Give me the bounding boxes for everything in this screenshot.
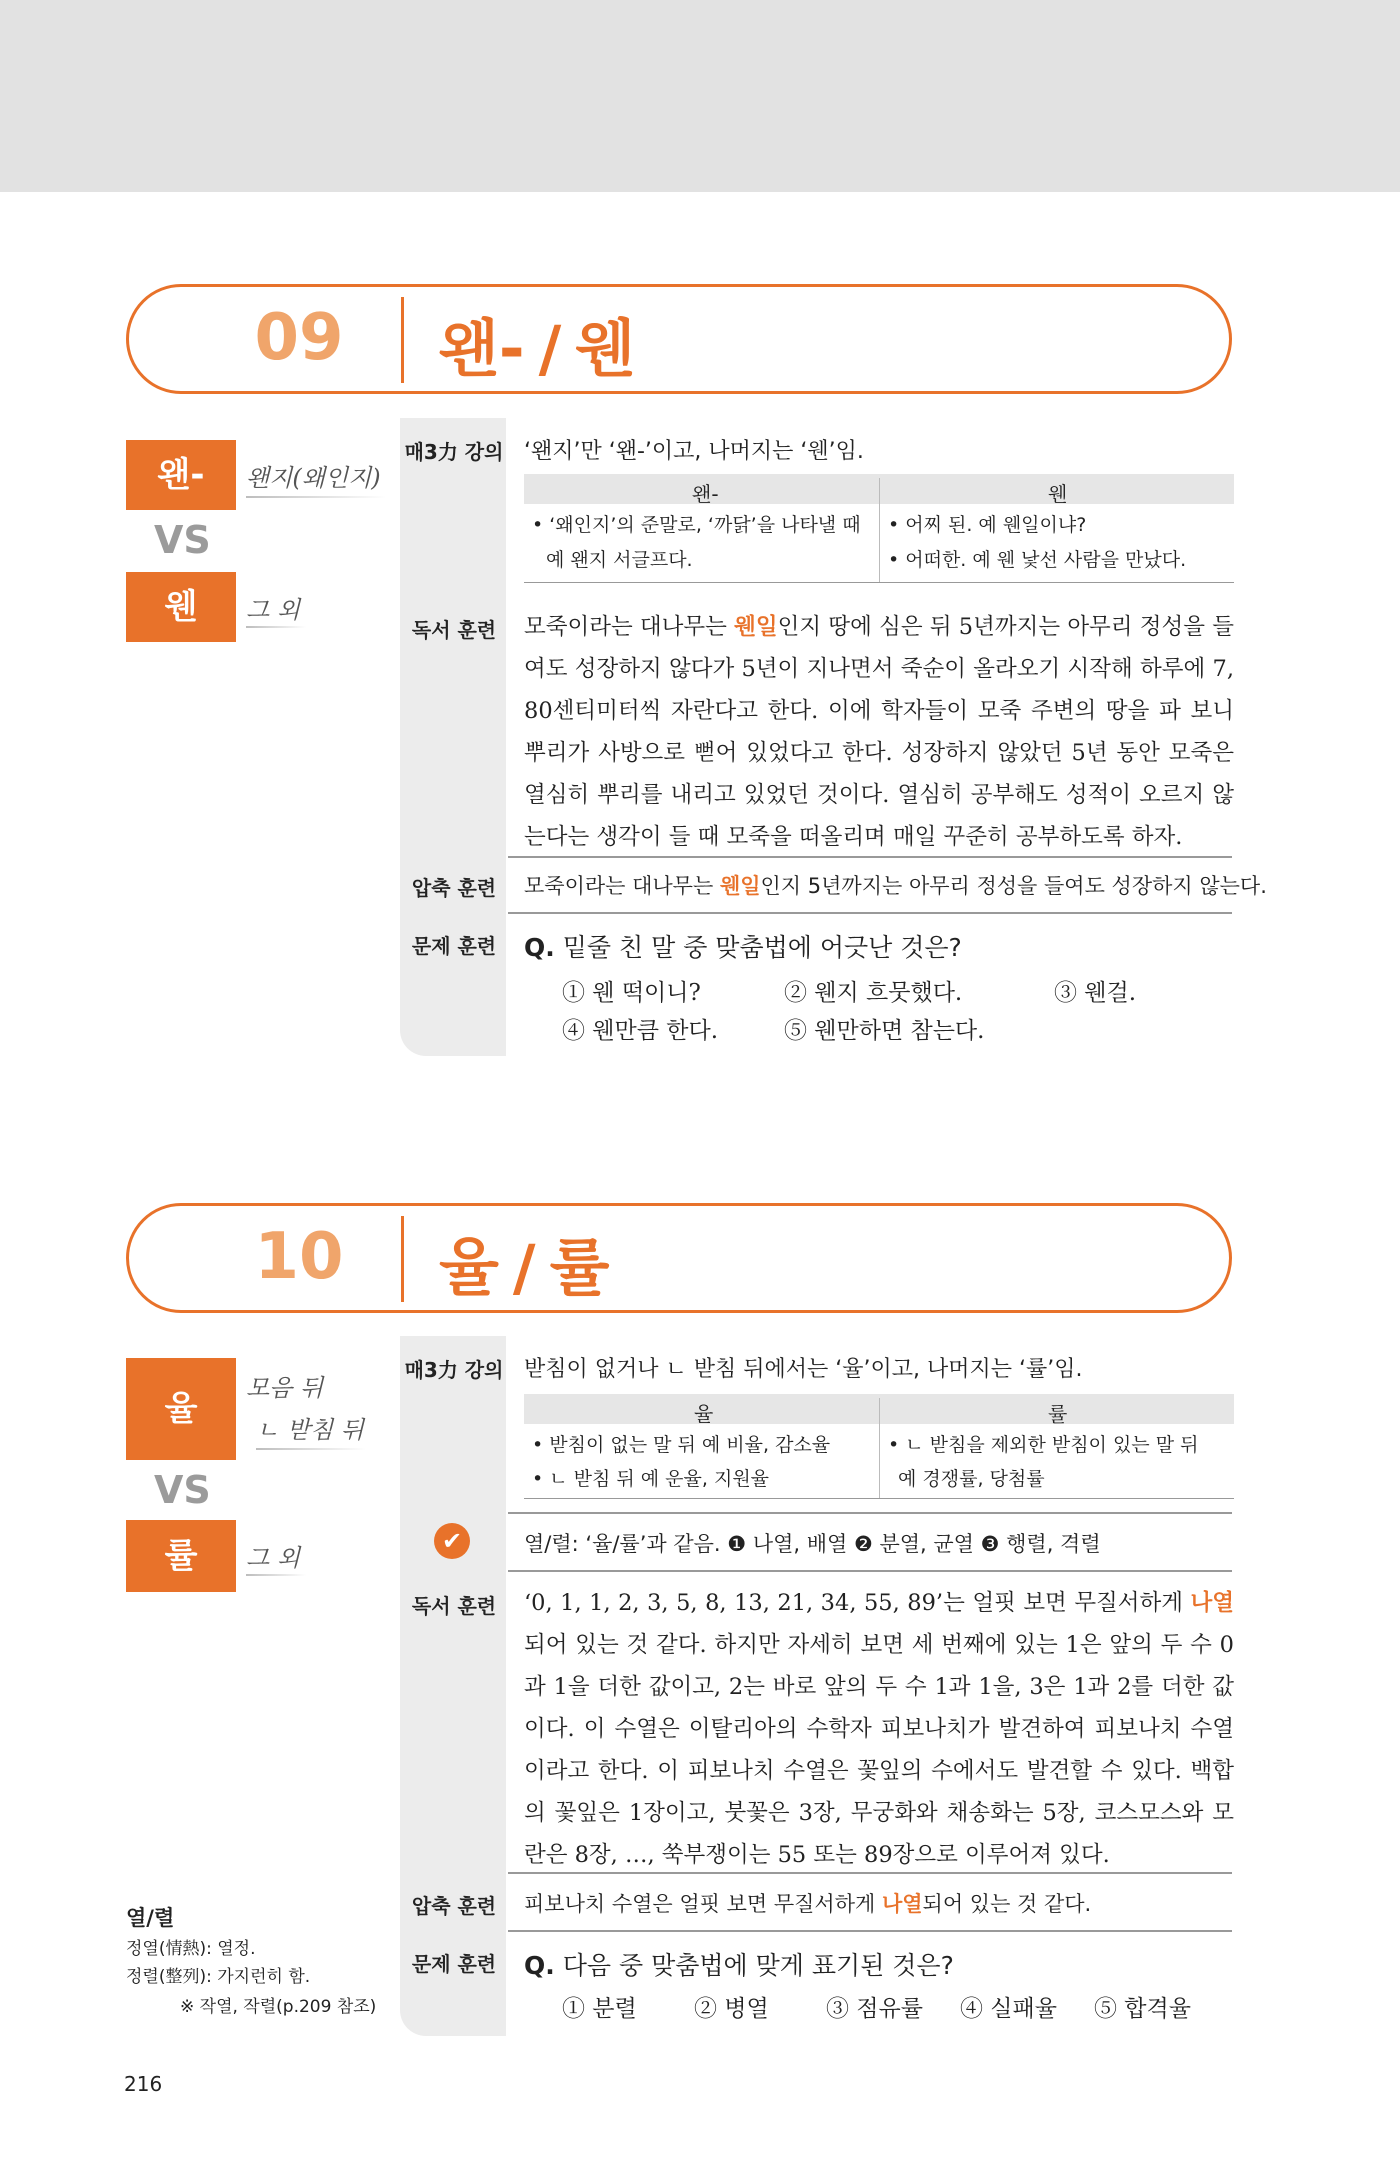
sidenote-line: ※ 작열, 작렬(p.209 참조)	[180, 1997, 377, 2017]
handwritten-note-2: 그 외	[246, 596, 300, 624]
word-box-2: 률	[126, 1520, 236, 1592]
title-word-b: 웬	[575, 312, 636, 385]
table-cell: 예 경쟁률, 당첨률	[898, 1468, 1045, 1490]
vs-label: VS	[154, 1468, 211, 1512]
note-underline	[246, 626, 306, 628]
highlight-word: 나열	[1190, 1590, 1234, 1616]
sidenote-title: 열/렬	[126, 1906, 175, 1930]
lecture-text: ‘왠지’만 ‘왠-’이고, 나머지는 ‘웬’임.	[524, 439, 864, 464]
table-cell: 예 왠지 서글프다.	[546, 549, 693, 571]
option-1: ① 분렬	[562, 1996, 637, 2022]
note-underline	[256, 1448, 366, 1450]
sidenote-line: 정렬(整列): 가지런히 함.	[126, 1967, 311, 1987]
title-word-b: 률	[549, 1231, 610, 1304]
handwritten-note-2: 그 외	[246, 1544, 300, 1572]
lecture-label: 매3力 강의	[404, 1358, 504, 1382]
section-rule	[508, 856, 1232, 858]
check-icon: ✔	[434, 1523, 470, 1559]
reading-passage: 모죽이라는 대나무는 웬일인지 땅에 심은 뒤 5년까지는 아무리 정성을 들여도 성장하지 않다가 5년이 지나면서 죽순이 올라오기 시작해 하루에 7, 80센티미터씩 자란다고 한다. 이에 학자들이 모죽 주변의 땅을 파 보니 뿌리가 사방으로 뻗어 있었다고 한다. 성장하지 않았던 5년 동안 모죽은 열심히 뿌리를 내리고 있었던 것이다. 열심히 공부해도 성적이 오르지 않는다는 생각이 들 때 모죽을 떠올리며 매일 꾸준히 공부하도록 하자.	[524, 614, 1234, 850]
highlight-word: 웬일	[734, 614, 778, 640]
sidenote-line: 정열(情熱): 열정.	[126, 1939, 256, 1959]
section-title	[439, 299, 635, 388]
q-mark: Q.	[524, 933, 555, 962]
reading-label: 독서 훈련	[411, 1594, 497, 1618]
section-number: 10	[254, 1220, 344, 1294]
option-5: ⑤ 웬만하면 참는다.	[784, 1018, 985, 1044]
section-rule	[508, 1930, 1232, 1932]
q-mark: Q.	[524, 1951, 555, 1980]
table-head-right: 률	[1048, 1402, 1068, 1426]
label-column	[400, 1336, 506, 2036]
section-10-header	[126, 1203, 1232, 1313]
lecture-text: 받침이 없거나 ㄴ 받침 뒤에서는 ‘율’이고, 나머지는 ‘률’임.	[524, 1357, 1083, 1382]
highlight-word: 웬일	[719, 874, 761, 898]
compress-text: 모죽이라는 대나무는 웬일인지 5년까지는 아무리 정성을 들여도 성장하지 않는다.	[524, 874, 1267, 898]
vs-label: VS	[154, 518, 211, 562]
word-box-1: 율	[126, 1358, 236, 1460]
section-rule	[508, 912, 1232, 914]
word-box-2: 웬	[126, 572, 236, 642]
problem-label: 문제 훈련	[411, 1952, 497, 1976]
highlight-word: 나열	[881, 1892, 923, 1916]
section-number: 09	[254, 301, 344, 375]
note-underline	[246, 496, 386, 498]
section-rule	[508, 1512, 1232, 1514]
question: Q. 다음 중 맞춤법에 맞게 표기된 것은?	[524, 1951, 954, 1980]
word-box-1: 왠-	[126, 440, 236, 510]
table-head-left: 왠-	[692, 482, 719, 506]
section-title	[439, 1218, 609, 1307]
note-underline	[246, 1574, 306, 1576]
table-bottom-line	[524, 582, 1234, 583]
handwritten-note-1a: 모음 뒤	[246, 1374, 324, 1402]
table-cell: • 어떠한. 예 웬 낯선 사람을 만났다.	[888, 549, 1187, 571]
compress-label: 압축 훈련	[411, 1894, 497, 1918]
page-number: 216	[124, 2072, 163, 2096]
check-note: 열/렬: ‘율/률’과 같음. ❶ 나열, 배열 ❷ 분열, 균열 ❸ 행렬, 격렬	[524, 1532, 1101, 1556]
table-divider	[879, 1398, 880, 1498]
compress-text: 피보나치 수열은 얼핏 보면 무질서하게 나열되어 있는 것 같다.	[524, 1892, 1092, 1916]
header-divider	[401, 1216, 404, 1302]
table-cell: • 어찌 된. 예 웬일이냐?	[888, 514, 1087, 536]
title-word-a: 율	[439, 1231, 499, 1304]
lecture-label: 매3力 강의	[404, 440, 504, 464]
reading-passage: ‘0, 1, 1, 2, 3, 5, 8, 13, 21, 34, 55, 89’는 얼핏 보면 무질서하게 나열되어 있는 것 같다. 하지만 자세히 보면 세 번째에 있는 1은 앞의 두 수 0과 1을 더한 값이고, 2는 바로 앞의 두 수 1과 1을, 3은 1과 2를 더한 값이다. 이 수열은 이탈리아의 수학자 피보나치가 발견하여 피보나치 수열이라고 한다. 이 피보나치 수열은 꽃잎의 수에서도 발견할 수 있다. 백합의 꽃잎은 1장이고, 붓꽃은 3장, 무궁화와 채송화는 5장, 코스모스와 모란은 8장, …, 쑥부쟁이는 55 또는 89장으로 이루어져 있다.	[524, 1590, 1234, 1868]
question: Q. 밑줄 친 말 중 맞춤법에 어긋난 것은?	[524, 933, 962, 962]
table-cell: • ㄴ 받침을 제외한 받침이 있는 말 뒤	[888, 1434, 1199, 1456]
handwritten-note-1b: ㄴ 받침 뒤	[256, 1416, 364, 1444]
top-band	[0, 0, 1400, 192]
header-divider	[401, 297, 404, 383]
table-head-right: 웬	[1048, 482, 1068, 506]
table-cell: • ‘왜인지’의 준말로, ‘까닭’을 나타낼 때	[532, 514, 861, 536]
table-bottom-line	[524, 1498, 1234, 1499]
compress-label: 압축 훈련	[411, 876, 497, 900]
title-slash: /	[512, 1231, 536, 1304]
option-3: ③ 웬걸.	[1054, 980, 1137, 1006]
option-4: ④ 웬만큼 한다.	[562, 1018, 719, 1044]
table-head-left: 율	[694, 1402, 714, 1426]
table-divider	[879, 478, 880, 582]
problem-label: 문제 훈련	[411, 934, 497, 958]
title-slash: /	[538, 312, 562, 385]
handwritten-note-1: 왠지(왜인지)	[246, 464, 381, 492]
option-5: ⑤ 합격율	[1094, 1996, 1191, 2022]
option-3: ③ 점유률	[826, 1996, 923, 2022]
table-cell: • 받침이 없는 말 뒤 예 비율, 감소율	[532, 1434, 831, 1456]
section-09-header	[126, 284, 1232, 394]
title-word-a: 왠-	[439, 312, 525, 385]
option-1: ① 웬 떡이니?	[562, 980, 701, 1006]
table-cell: • ㄴ 받침 뒤 예 운율, 지원율	[532, 1468, 770, 1490]
reading-label: 독서 훈련	[411, 618, 497, 642]
label-column	[400, 418, 506, 1056]
option-2: ② 병열	[694, 1996, 769, 2022]
option-4: ④ 실패율	[960, 1996, 1057, 2022]
option-2: ② 웬지 흐뭇했다.	[784, 980, 963, 1006]
section-rule	[508, 1570, 1232, 1572]
section-rule	[508, 1872, 1232, 1874]
